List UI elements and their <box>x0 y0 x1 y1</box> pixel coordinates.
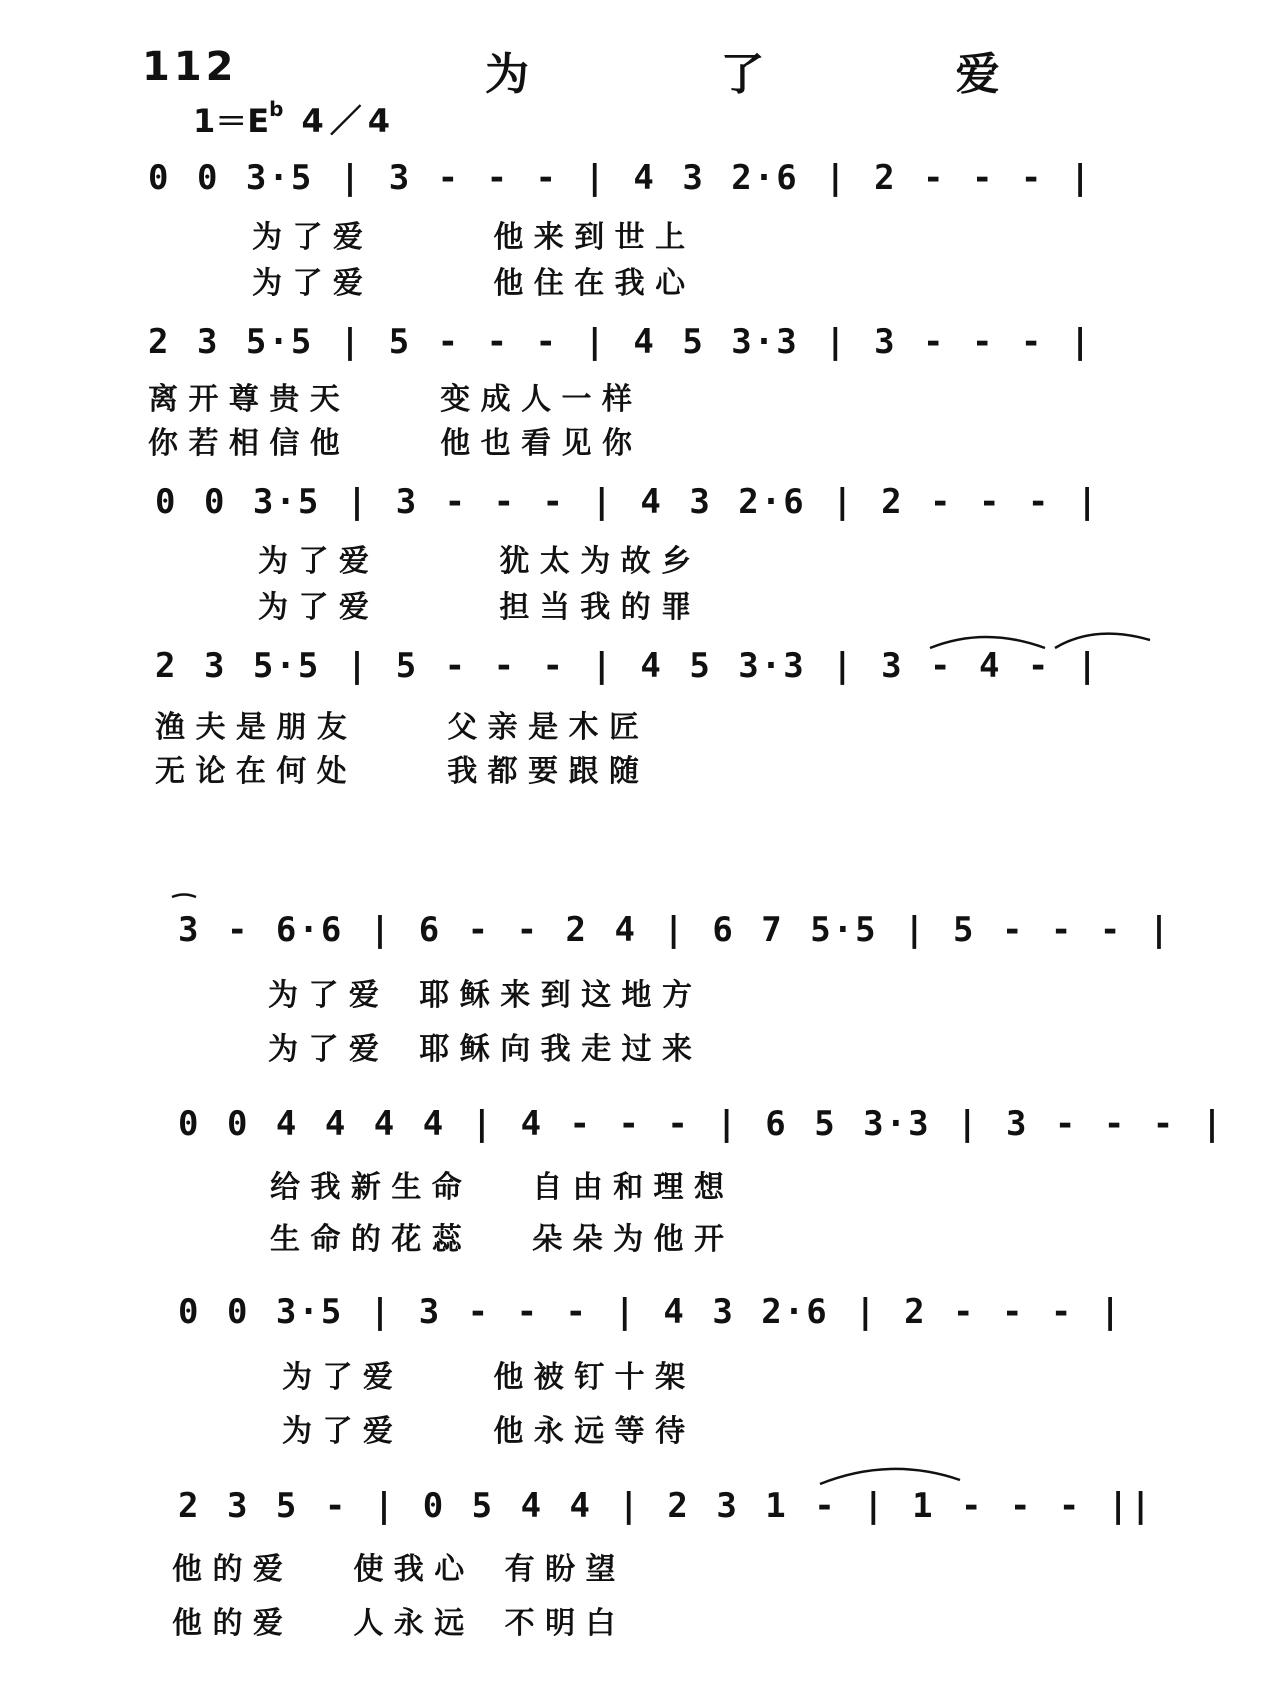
song-title: 为 了 爱 <box>485 49 1088 100</box>
lyric-line-7-verse-2: 为 了 爱 他 永 远 等 待 <box>282 1414 686 1449</box>
lyric-line-4-verse-1: 渔 夫 是 朋 友 父 亲 是 木 匠 <box>155 710 639 745</box>
key-prefix: 1＝E <box>193 102 270 140</box>
lyric-line-2-verse-1: 离 开 尊 贵 天 变 成 人 一 样 <box>148 382 632 417</box>
lyric-line-1-verse-2: 为 了 爱 他 住 在 我 心 <box>252 266 686 301</box>
key-flat: b <box>269 97 284 122</box>
notation-line-8: 2 3 5 - | 0 5 4 4 | 2 3 1 - | 1 - - - || <box>178 1486 1153 1526</box>
lyric-line-4-verse-2: 无 论 在 何 处 我 都 要 跟 随 <box>155 754 639 789</box>
notation-line-2: 2 3 5·5 | 5 - - - | 4 5 3·3 | 3 - - - | <box>148 322 1093 362</box>
lyric-line-8-verse-2: 他 的 爱 人 永 远 不 明 白 <box>172 1606 616 1641</box>
slur-line-5 <box>172 895 196 898</box>
lyric-line-1-verse-1: 为 了 爱 他 来 到 世 上 <box>252 220 686 255</box>
slur-line-8 <box>820 1469 960 1484</box>
notation-line-1: 0 0 3·5 | 3 - - - | 4 3 2·6 | 2 - - - | <box>148 158 1093 198</box>
notation-line-3: 0 0 3·5 | 3 - - - | 4 3 2·6 | 2 - - - | <box>155 482 1100 522</box>
notation-line-5: 3 - 6·6 | 6 - - 2 4 | 6 7 5·5 | 5 - - - | <box>178 910 1172 950</box>
notation-line-4: 2 3 5·5 | 5 - - - | 4 5 3·3 | 3 - 4 - | <box>155 646 1100 686</box>
hymn-number: 112 <box>142 44 238 90</box>
notation-line-6: 0 0 4 4 4 4 | 4 - - - | 6 5 3·3 | 3 - - - | <box>178 1104 1225 1144</box>
lyric-line-7-verse-1: 为 了 爱 他 被 钉 十 架 <box>282 1360 686 1395</box>
time-signature: 4／4 <box>301 102 397 140</box>
key-signature <box>193 96 396 142</box>
lyric-line-3-verse-1: 为 了 爱 犹 太 为 故 乡 <box>258 544 692 579</box>
lyric-line-6-verse-2: 生 命 的 花 蕊 朵 朵 为 他 开 <box>270 1222 724 1257</box>
lyric-line-8-verse-1: 他 的 爱 使 我 心 有 盼 望 <box>172 1552 616 1587</box>
lyric-line-3-verse-2: 为 了 爱 担 当 我 的 罪 <box>258 590 692 625</box>
lyric-line-5-verse-2: 为 了 爱 耶 稣 向 我 走 过 来 <box>268 1032 692 1067</box>
notation-line-7: 0 0 3·5 | 3 - - - | 4 3 2·6 | 2 - - - | <box>178 1292 1123 1332</box>
lyric-line-6-verse-1: 给 我 新 生 命 自 由 和 理 想 <box>270 1170 724 1205</box>
lyric-line-5-verse-1: 为 了 爱 耶 稣 来 到 这 地 方 <box>268 978 692 1013</box>
lyric-line-2-verse-2: 你 若 相 信 他 他 也 看 见 你 <box>148 426 632 461</box>
